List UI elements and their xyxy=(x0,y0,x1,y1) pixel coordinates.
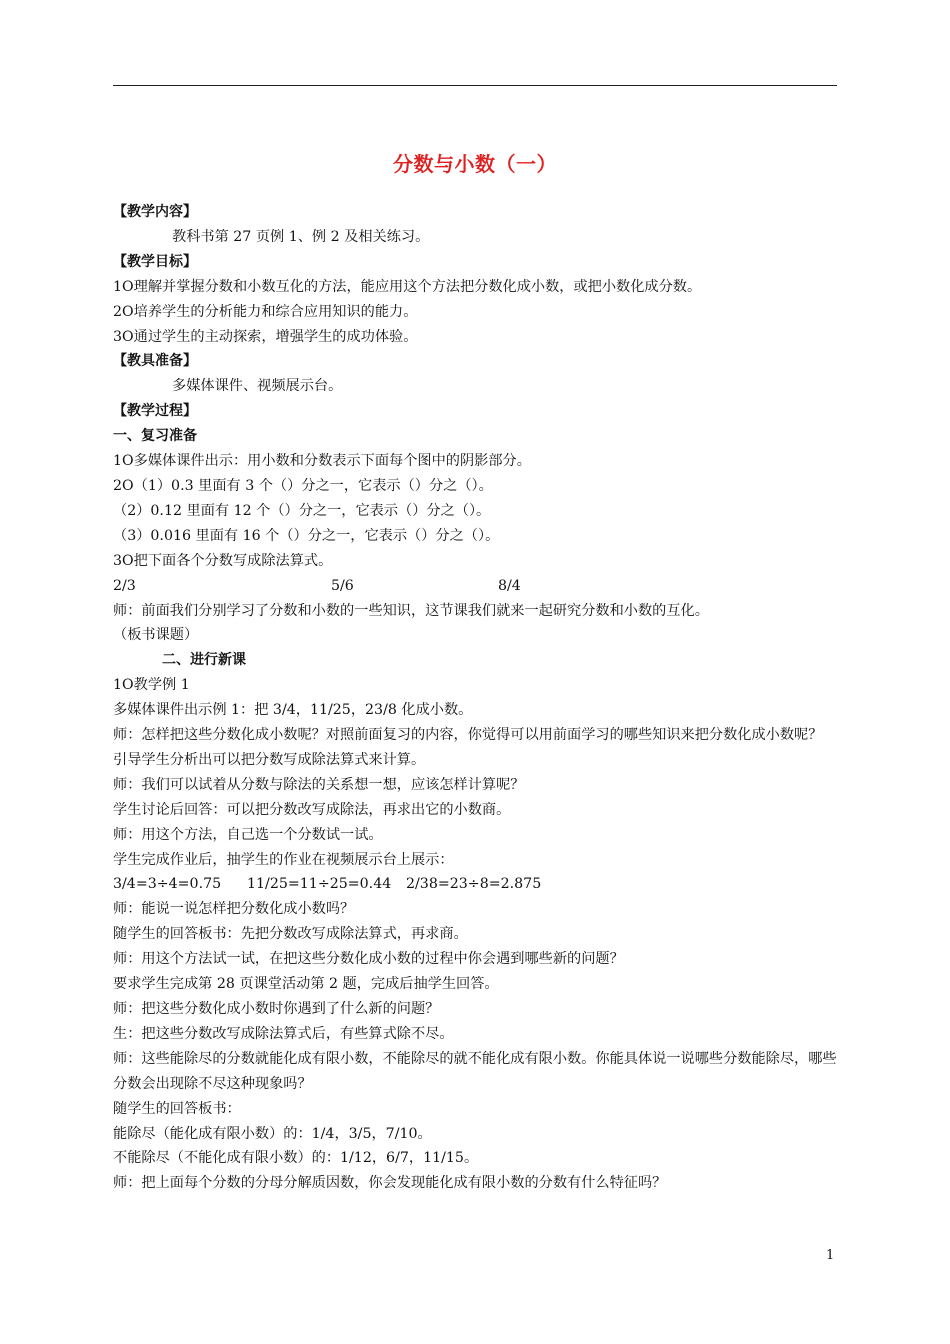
lesson-line: 师：怎样把这些分数化成小数呢？对照前面复习的内容，你觉得可以用前面学习的哪些知识来把分数化成小数呢？ xyxy=(113,727,823,744)
heading-teaching-goals: 【教学目标】 xyxy=(113,253,197,270)
lesson-line: 随学生的回答板书： xyxy=(113,1100,241,1117)
lesson-line: 引导学生分析出可以把分数写成除法算式来计算。 xyxy=(113,751,426,768)
heading-review: 一、复习准备 xyxy=(113,428,197,445)
heading-teaching-tools: 【教具准备】 xyxy=(113,353,197,370)
heading-teaching-process: 【教学过程】 xyxy=(113,403,197,420)
lesson-line: 师：用这个方法，自己选一个分数试一试。 xyxy=(113,826,383,843)
document-body xyxy=(113,200,841,1196)
lesson-line: 多媒体课件出示例 1：把 3/4，11/25，23/8 化成小数。 xyxy=(113,702,473,719)
review-line: 3O把下面各个分数写成除法算式。 xyxy=(113,552,333,569)
lesson-line: 师：这些能除尽的分数就能化成有限小数，不能除尽的就不能化成有限小数。你能具体说一说哪些分数能除尽，哪些分数会出现除不尽这种现象吗？ xyxy=(113,1050,837,1092)
review-line: 2O（1）0.3 里面有 3 个（）分之一，它表示（）分之（）。 xyxy=(113,477,493,494)
lesson-line: 师：能说一说怎样把分数化成小数吗？ xyxy=(113,901,355,918)
lesson-line: 不能除尽（不能化成有限小数）的：1/12，6/7，11/15。 xyxy=(113,1150,479,1167)
lesson-line: 学生完成作业后，抽学生的作业在视频展示台上展示： xyxy=(113,851,454,868)
review-line: （3）0.016 里面有 16 个（）分之一，它表示（）分之（）。 xyxy=(113,527,500,544)
review-line: （2）0.12 里面有 12 个（）分之一，它表示（）分之（）。 xyxy=(113,502,491,519)
lesson-line: 师：把这些分数化成小数时你遇到了什么新的问题？ xyxy=(113,1001,440,1017)
intro-line: （板书课题） xyxy=(113,627,199,644)
goal-item: 3O通过学生的主动探索，增强学生的成功体验。 xyxy=(113,328,418,345)
lesson-line: 生：把这些分数改写成除法算式后，有些算式除不尽。 xyxy=(113,1025,454,1042)
review-line: 1O多媒体课件出示：用小数和分数表示下面每个图中的阴影部分。 xyxy=(113,453,531,470)
lesson-line: 师：用这个方法试一试，在把这些分数化成小数的过程中你会遇到哪些新的问题？ xyxy=(113,951,624,968)
lesson-line: 师：我们可以试着从分数与除法的关系想一想，应该怎样计算呢？ xyxy=(113,776,525,793)
formula-item: 2/38=23÷8=2.875 xyxy=(406,876,542,893)
formula-item: 3/4=3÷4=0.75 xyxy=(113,876,222,893)
goal-item: 1O理解并掌握分数和小数互化的方法，能应用这个方法把分数化成小数，或把小数化成分数。 xyxy=(113,278,702,295)
heading-teaching-content: 【教学内容】 xyxy=(113,204,197,220)
lesson-line: 学生讨论后回答：可以把分数改写成除法，再求出它的小数商。 xyxy=(113,801,511,818)
teaching-content-text: 教科书第 27 页例 1、例 2 及相关练习。 xyxy=(172,228,430,245)
formula-item: 11/25=11÷25=0.44 xyxy=(247,876,392,893)
lesson-line: 师：把上面每个分数的分母分解质因数，你会发现能化成有限小数的分数有什么特征吗？ xyxy=(113,1175,667,1192)
fraction-item: 2/3 xyxy=(113,577,136,594)
document-title: 分数与小数（一） xyxy=(393,152,557,176)
fractions-row xyxy=(113,574,841,599)
fraction-item: 8/4 xyxy=(498,577,521,594)
page-number: 1 xyxy=(826,1248,835,1263)
formulas-row xyxy=(113,872,841,897)
lesson-line: 随学生的回答板书：先把分数改写成除法算式，再求商。 xyxy=(113,926,468,943)
lesson-line: 1O教学例 1 xyxy=(113,677,190,694)
intro-line: 师：前面我们分别学习了分数和小数的一些知识，这节课我们就来一起研究分数和小数的互化。 xyxy=(113,602,709,619)
teaching-tools-text: 多媒体课件、视频展示台。 xyxy=(172,378,343,395)
lesson-line: 要求学生完成第 28 页课堂活动第 2 题，完成后抽学生回答。 xyxy=(113,976,499,993)
fraction-item: 5/6 xyxy=(331,577,354,594)
heading-new-lesson: 二、进行新课 xyxy=(162,652,246,669)
goal-item: 2O培养学生的分析能力和综合应用知识的能力。 xyxy=(113,303,418,320)
header-rule xyxy=(113,85,837,86)
lesson-line: 能除尽（能化成有限小数）的：1/4，3/5，7/10。 xyxy=(113,1125,432,1142)
